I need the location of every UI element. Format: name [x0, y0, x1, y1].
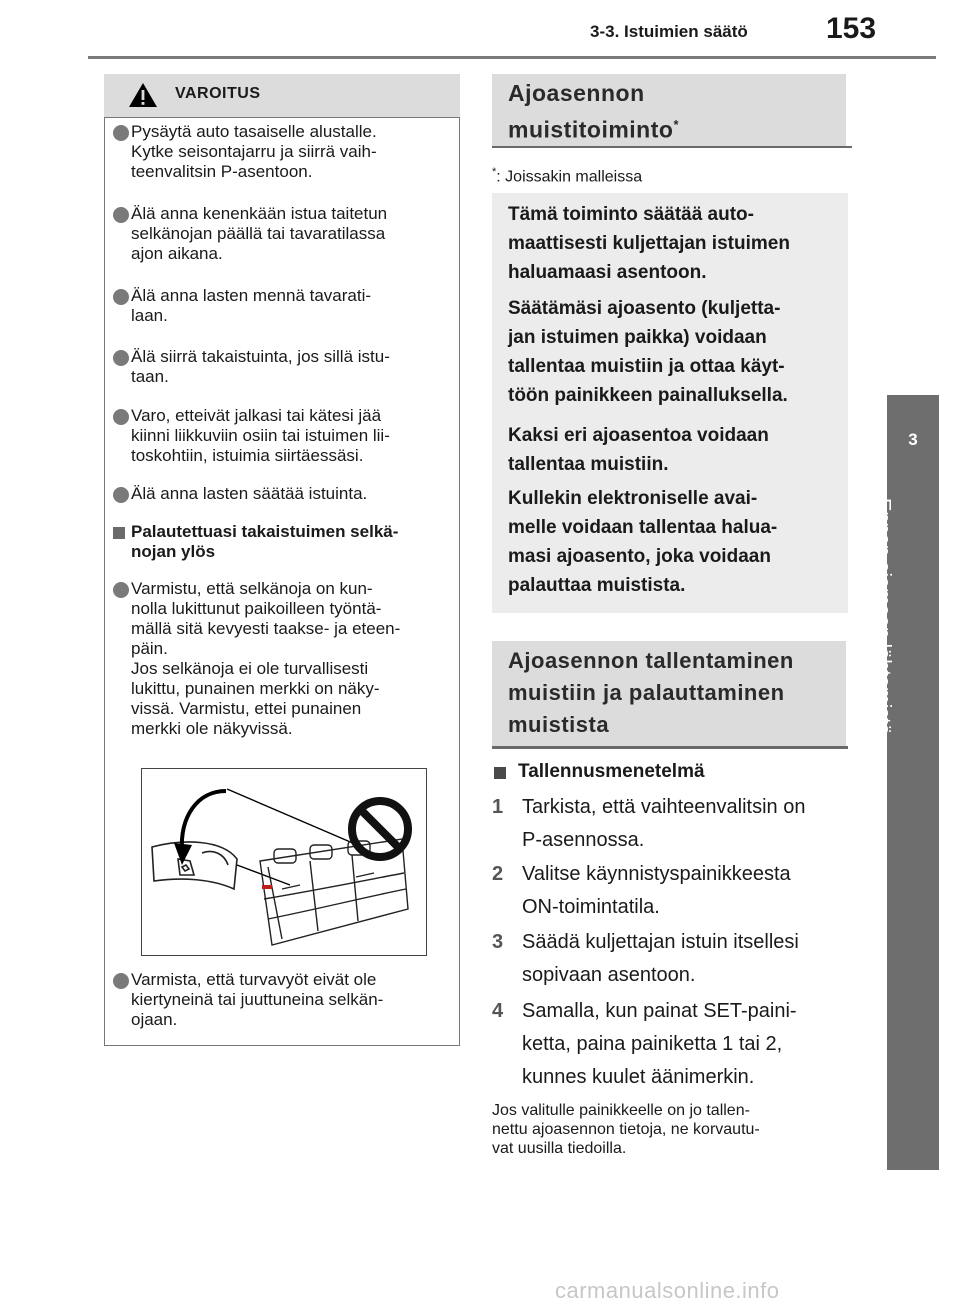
warning-item: Älä anna kenenkään istua taitetun selkänojan päällä tai tavaratilassa ajon aikana.: [131, 204, 388, 263]
step-item: 3 Säädä kuljettajan istuin itsellesi sopivaan asentoon.: [492, 931, 799, 986]
warning-title: VAROITUS: [175, 85, 261, 102]
section-title: 3-3. Istuimien säätö: [590, 22, 748, 41]
warning-item: Pysäytä auto tasaiselle alustalle. Kytke seisontajarru ja siirrä vaih- teenvalitsin P-asentoon.: [131, 122, 377, 181]
heading-underline: [492, 146, 852, 148]
intro-paragraph: Kullekin elektroniselle avai- melle voidaan tallentaa halua- masi ajoasento, joka voidaan palauttaa muistista.: [508, 488, 778, 596]
chapter-tab: [887, 395, 939, 1170]
warning-item: Varmistu, että selkänoja on kun- nolla lukittunut paikoilleen työntä- mällä sitä kevyesti taakse- ja eteen- päin. Jos selkänoja ei ole turvallisesti lukittu, punainen merkki on näky- vissä. Varmistu, ettei punainen merkki ole näkyvissä.: [131, 579, 401, 738]
save-heading-box: [492, 641, 846, 746]
method-heading: Tallennusmenetelmä: [518, 761, 705, 782]
chapter-number: 3: [908, 430, 918, 449]
memory-heading-box: [492, 74, 846, 146]
header-divider: [88, 56, 936, 59]
subheading-square-icon: [494, 767, 506, 779]
step-item: 1 Tarkista, että vaihteenvalitsin on P-asennossa.: [492, 796, 806, 851]
chapter-label: Ennen ajamaan lähtemistä: [872, 498, 894, 735]
heading-underline: [492, 746, 848, 749]
warning-item: Varmista, että turvavyöt eivät ole kiertyneinä tai juuttuneina selkän- ojaan.: [131, 970, 384, 1029]
warning-item: Älä siirrä takaistuinta, jos sillä istu- taan.: [131, 347, 390, 386]
watermark: carmanualsonline.info: [555, 1278, 780, 1303]
memory-heading: Ajoasennon muistitoiminto*: [508, 80, 679, 143]
save-heading: Ajoasennon tallentaminen muistiin ja palauttaminen muistista: [508, 648, 794, 737]
footnote: *: Joissakin malleissa: [492, 166, 643, 186]
intro-paragraph: Säätämäsi ajoasento (kuljetta- jan istuimen paikka) voidaan tallentaa muistiin ja ottaa käyt- töön painikkeen painalluksella.: [508, 298, 788, 406]
intro-paragraph: Kaksi eri ajoasentoa voidaan tallentaa muistiin.: [508, 425, 769, 475]
warning-item: Älä anna lasten mennä tavarati- laan.: [131, 286, 372, 325]
seat-illustration: [141, 768, 427, 956]
warning-subheading: Palautettuasi takaistuimen selkä- nojan ylös: [131, 522, 399, 561]
step-item: 2 Valitse käynnistyspainikkeesta ON-toimintatila.: [492, 863, 791, 918]
warning-item: Älä anna lasten säätää istuinta.: [131, 484, 368, 503]
page-number: 153: [826, 12, 877, 45]
step-item: 4 Samalla, kun painat SET-paini- ketta, paina painiketta 1 tai 2, kunnes kuulet äänimerkin.: [492, 1000, 797, 1088]
warning-triangle-icon: [128, 81, 158, 109]
warning-item: Varo, etteivät jalkasi tai kätesi jää kiinni liikkuviin osiin tai istuimen lii- toskohtiin, istuimia siirtäessäsi.: [131, 406, 390, 465]
intro-paragraph: Tämä toiminto säätää auto- maattisesti kuljettajan istuimen haluamaasi asentoon.: [508, 204, 790, 283]
final-note: Jos valitulle painikkeelle on jo tallen- nettu ajoasennon tietoja, ne korvautu- vat uusilla tiedoilla.: [492, 1102, 760, 1157]
